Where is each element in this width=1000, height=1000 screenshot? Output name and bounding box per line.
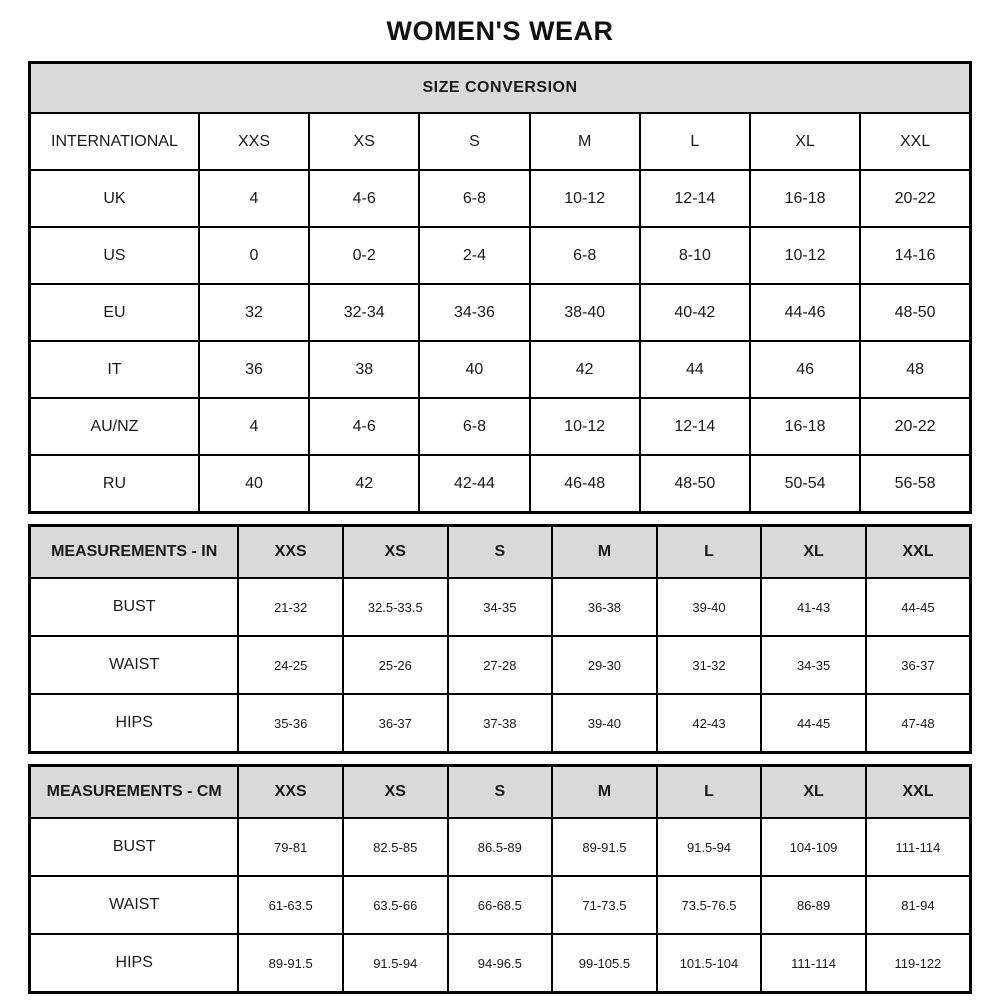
column-header-xxl: XXL bbox=[866, 526, 971, 579]
size-cell: 40-42 bbox=[640, 284, 750, 341]
size-cell: 46 bbox=[750, 341, 860, 398]
table-row bbox=[30, 578, 971, 636]
measurement-cell: 44-45 bbox=[761, 694, 866, 753]
table-row bbox=[30, 694, 971, 753]
size-cell: 12-14 bbox=[640, 398, 750, 455]
size-cell: 4 bbox=[199, 398, 309, 455]
row-label: AU/NZ bbox=[30, 398, 199, 455]
table-title: MEASUREMENTS - CM bbox=[30, 766, 239, 819]
size-cell: 40 bbox=[419, 341, 529, 398]
size-cell: 40 bbox=[199, 455, 309, 513]
size-cell: 6-8 bbox=[530, 227, 640, 284]
row-label: US bbox=[30, 227, 199, 284]
measurement-cell: 91.5-94 bbox=[343, 934, 448, 993]
column-header-xl: XL bbox=[750, 113, 860, 170]
measurement-cell: 89-91.5 bbox=[238, 934, 343, 993]
measurement-cell: 39-40 bbox=[657, 578, 762, 636]
column-header-xl: XL bbox=[761, 526, 866, 579]
column-header-xxs: XXS bbox=[238, 526, 343, 579]
size-cell: 44 bbox=[640, 341, 750, 398]
column-header-xxs: XXS bbox=[199, 113, 309, 170]
measurement-cell: 25-26 bbox=[343, 636, 448, 694]
size-cell: 42-44 bbox=[419, 455, 529, 513]
size-conversion-header: SIZE CONVERSION bbox=[30, 63, 971, 114]
size-cell: 0 bbox=[199, 227, 309, 284]
size-cell: 4 bbox=[199, 170, 309, 227]
size-cell: 10-12 bbox=[530, 170, 640, 227]
measurement-cell: 36-38 bbox=[552, 578, 657, 636]
measurement-cell: 73.5-76.5 bbox=[657, 876, 762, 934]
row-label: UK bbox=[30, 170, 199, 227]
column-header-m: M bbox=[552, 526, 657, 579]
size-cell: 34-36 bbox=[419, 284, 529, 341]
size-cell: 16-18 bbox=[750, 398, 860, 455]
size-cell: 20-22 bbox=[860, 170, 970, 227]
table-row bbox=[30, 876, 971, 934]
size-conversion-table bbox=[28, 61, 972, 514]
column-header-xxl: XXL bbox=[860, 113, 970, 170]
measurement-cell: 82.5-85 bbox=[343, 818, 448, 876]
measurement-cell: 86-89 bbox=[761, 876, 866, 934]
column-header-s: S bbox=[448, 526, 553, 579]
size-cell: 14-16 bbox=[860, 227, 970, 284]
row-label: WAIST bbox=[30, 636, 239, 694]
page-title: WOMEN'S WEAR bbox=[386, 16, 614, 46]
measurement-cell: 27-28 bbox=[448, 636, 553, 694]
measurements-header-row bbox=[30, 526, 971, 579]
row-label: RU bbox=[30, 455, 199, 513]
size-cell: 50-54 bbox=[750, 455, 860, 513]
measurement-cell: 42-43 bbox=[657, 694, 762, 753]
size-cell: 48-50 bbox=[640, 455, 750, 513]
size-cell: 8-10 bbox=[640, 227, 750, 284]
measurement-cell: 91.5-94 bbox=[657, 818, 762, 876]
measurement-cell: 41-43 bbox=[761, 578, 866, 636]
column-header-xxs: XXS bbox=[238, 766, 343, 819]
measurement-cell: 104-109 bbox=[761, 818, 866, 876]
size-cell: 10-12 bbox=[750, 227, 860, 284]
measurement-cell: 61-63.5 bbox=[238, 876, 343, 934]
table-row bbox=[30, 398, 971, 455]
size-cell: 10-12 bbox=[530, 398, 640, 455]
size-cell: 6-8 bbox=[419, 170, 529, 227]
size-cell: 48-50 bbox=[860, 284, 970, 341]
measurement-cell: 81-94 bbox=[866, 876, 971, 934]
column-header-l: L bbox=[640, 113, 750, 170]
row-label: BUST bbox=[30, 818, 239, 876]
table-row bbox=[30, 636, 971, 694]
row-label: BUST bbox=[30, 578, 239, 636]
column-header-l: L bbox=[657, 526, 762, 579]
measurement-cell: 34-35 bbox=[448, 578, 553, 636]
column-header-s: S bbox=[419, 113, 529, 170]
column-header-m: M bbox=[530, 113, 640, 170]
measurement-cell: 63.5-66 bbox=[343, 876, 448, 934]
measurement-cell: 94-96.5 bbox=[448, 934, 553, 993]
measurements-in-table bbox=[28, 524, 972, 754]
row-label: IT bbox=[30, 341, 199, 398]
measurement-cell: 99-105.5 bbox=[552, 934, 657, 993]
size-cell: 12-14 bbox=[640, 170, 750, 227]
measurement-cell: 29-30 bbox=[552, 636, 657, 694]
size-cell: 44-46 bbox=[750, 284, 860, 341]
measurement-cell: 111-114 bbox=[761, 934, 866, 993]
size-cell: 46-48 bbox=[530, 455, 640, 513]
size-cell: 42 bbox=[309, 455, 419, 513]
column-header-l: L bbox=[657, 766, 762, 819]
column-header-xs: XS bbox=[343, 766, 448, 819]
size-conversion-title-row bbox=[30, 63, 971, 114]
size-cell: 32 bbox=[199, 284, 309, 341]
column-header-m: M bbox=[552, 766, 657, 819]
measurement-cell: 35-36 bbox=[238, 694, 343, 753]
table-row bbox=[30, 170, 971, 227]
international-label: INTERNATIONAL bbox=[30, 113, 199, 170]
row-label: HIPS bbox=[30, 934, 239, 993]
table-row bbox=[30, 227, 971, 284]
size-cell: 16-18 bbox=[750, 170, 860, 227]
measurement-cell: 24-25 bbox=[238, 636, 343, 694]
size-header-row bbox=[30, 113, 971, 170]
measurements-cm-table bbox=[28, 764, 972, 994]
size-cell: 2-4 bbox=[419, 227, 529, 284]
row-label: EU bbox=[30, 284, 199, 341]
size-cell: 6-8 bbox=[419, 398, 529, 455]
measurement-cell: 31-32 bbox=[657, 636, 762, 694]
column-header-s: S bbox=[448, 766, 553, 819]
size-cell: 56-58 bbox=[860, 455, 970, 513]
measurement-cell: 37-38 bbox=[448, 694, 553, 753]
measurement-cell: 71-73.5 bbox=[552, 876, 657, 934]
size-cell: 0-2 bbox=[309, 227, 419, 284]
measurements-header-row bbox=[30, 766, 971, 819]
measurement-cell: 34-35 bbox=[761, 636, 866, 694]
size-cell: 4-6 bbox=[309, 398, 419, 455]
row-label: HIPS bbox=[30, 694, 239, 753]
column-header-xxl: XXL bbox=[866, 766, 971, 819]
measurement-cell: 79-81 bbox=[238, 818, 343, 876]
measurement-cell: 36-37 bbox=[866, 636, 971, 694]
measurement-cell: 39-40 bbox=[552, 694, 657, 753]
measurement-cell: 86.5-89 bbox=[448, 818, 553, 876]
measurement-cell: 111-114 bbox=[866, 818, 971, 876]
measurement-cell: 44-45 bbox=[866, 578, 971, 636]
measurement-cell: 66-68.5 bbox=[448, 876, 553, 934]
size-cell: 36 bbox=[199, 341, 309, 398]
size-cell: 42 bbox=[530, 341, 640, 398]
measurement-cell: 101.5-104 bbox=[657, 934, 762, 993]
table-row bbox=[30, 284, 971, 341]
size-cell: 4-6 bbox=[309, 170, 419, 227]
size-cell: 38-40 bbox=[530, 284, 640, 341]
size-cell: 38 bbox=[309, 341, 419, 398]
measurement-cell: 119-122 bbox=[866, 934, 971, 993]
measurement-cell: 47-48 bbox=[866, 694, 971, 753]
table-row bbox=[30, 341, 971, 398]
column-header-xl: XL bbox=[761, 766, 866, 819]
size-cell: 20-22 bbox=[860, 398, 970, 455]
column-header-xs: XS bbox=[343, 526, 448, 579]
column-header-xs: XS bbox=[309, 113, 419, 170]
size-cell: 48 bbox=[860, 341, 970, 398]
table-row bbox=[30, 818, 971, 876]
row-label: WAIST bbox=[30, 876, 239, 934]
measurement-cell: 36-37 bbox=[343, 694, 448, 753]
size-cell: 32-34 bbox=[309, 284, 419, 341]
table-title: MEASUREMENTS - IN bbox=[30, 526, 239, 579]
measurement-cell: 32.5-33.5 bbox=[343, 578, 448, 636]
table-row bbox=[30, 934, 971, 993]
table-row bbox=[30, 455, 971, 513]
measurement-cell: 21-32 bbox=[238, 578, 343, 636]
measurement-cell: 89-91.5 bbox=[552, 818, 657, 876]
